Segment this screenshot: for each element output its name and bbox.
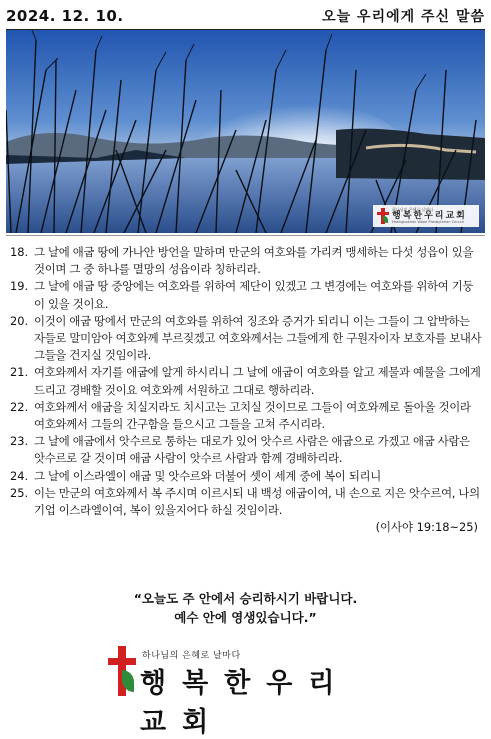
- verse-number: 18.: [10, 245, 29, 259]
- verse-item: [10, 278, 482, 312]
- verse-number: 24.: [10, 468, 29, 483]
- verse-text: 이것이 애굽 땅에서 만군의 여호와를 위하여 징조와 증거가 되리니 이는 그들이 그 압박하는 자들로 말미암아 여호와께 부르짖겠고 여호와께서는 그들에게 한 구원자이자 보호자를 보내사 그들을 건지실 것임이라.: [34, 313, 482, 363]
- watermark-tagline: 하나님의 은혜로 날마다: [392, 206, 434, 212]
- lake-photo: [6, 30, 485, 233]
- church-watermark: [373, 205, 479, 227]
- scripture-reference: (이사야 19:18~25): [375, 520, 478, 535]
- page-header: [6, 4, 485, 28]
- cross-logo-icon: [377, 208, 389, 224]
- verse-text: 그 날에 이스라엘이 애굽 및 앗수르와 더불어 셋이 세계 중에 복이 되리니: [34, 468, 381, 483]
- verse-text: 이는 만군의 여호와께서 복 주시며 이르시되 내 백성 애굽이여, 내 손으로 지은 앗수르여, 나의 기업 이스라엘이여, 복이 있을지어다 하실 것임이라.: [34, 485, 480, 518]
- verse-item: [10, 244, 482, 278]
- verse-item: [10, 313, 482, 365]
- verse-item: [10, 485, 482, 519]
- verse-text: 그 날에 애굽에서 앗수르로 통하는 대로가 있어 앗수르 사람은 애굽으로 가겠고 애굽 사람은 앗수르로 갈 것이며 애굽 사람이 앗수르 사람과 함께 경배하리라.: [34, 434, 470, 466]
- lake-scene-image: [6, 30, 485, 233]
- verse-item: [10, 468, 482, 485]
- verse-text: 그 날에 애굽 땅에 가나안 방언을 말하며 만군의 여호와를 가리켜 맹세하는 다섯 성읍이 있을 것이며 그 중 하나를 멸망의 성읍이라 칭하리라.: [34, 245, 474, 277]
- date-label: 2024. 12. 10.: [6, 7, 124, 25]
- verse-number: 19.: [10, 279, 29, 294]
- watermark-name: 행복한우리교회: [392, 210, 467, 221]
- verse-number: 22.: [10, 399, 29, 414]
- verse-number: 25.: [10, 485, 29, 500]
- verse-text: 여호와께서 애굽을 치실지라도 치시고는 고치실 것이므로 그들이 여호와께로 돌아올 것이라 여호와께서 그들의 간구함을 들으시고 그들을 고쳐 주시리라.: [34, 399, 471, 432]
- verse-item: [10, 433, 482, 467]
- scripture-passage: [10, 244, 482, 536]
- verse-number: 23.: [10, 434, 29, 449]
- church-name: 행복한우리교회: [140, 668, 351, 738]
- church-logo: [108, 646, 388, 738]
- blessing-line-2: 예수 안에 영생있습니다.”: [174, 610, 317, 625]
- verse-number: 20.: [10, 313, 29, 328]
- watermark-english: Haengbokhan Woori Presbyterian Church: [392, 219, 464, 224]
- cross-logo-icon: [108, 646, 136, 696]
- verse-number: 21.: [10, 365, 29, 380]
- photo-divider: [6, 235, 485, 236]
- verse-item: [10, 399, 482, 433]
- page-title: 오늘 우리에게 주신 말씀: [322, 9, 485, 25]
- verse-text: 그 날에 애굽 땅 중앙에는 여호와를 위하여 제단이 있겠고 그 변경에는 여호와를 위하여 기둥이 있을 것이요.: [34, 279, 474, 311]
- blessing-message: [0, 589, 491, 627]
- verse-text: 여호와께서 자기를 애굽에 알게 하시리니 그 날에 애굽이 여호와를 알고 제물과 예물을 그에게 드리고 경배할 것이요 여호와께 서원하고 그대로 행하리라.: [34, 365, 481, 397]
- blessing-line-1: “오늘도 주 안에서 승리하시기 바랍니다.: [133, 591, 358, 606]
- church-tagline: 하나님의 은혜로 날마다: [142, 651, 241, 661]
- verse-item: [10, 364, 482, 398]
